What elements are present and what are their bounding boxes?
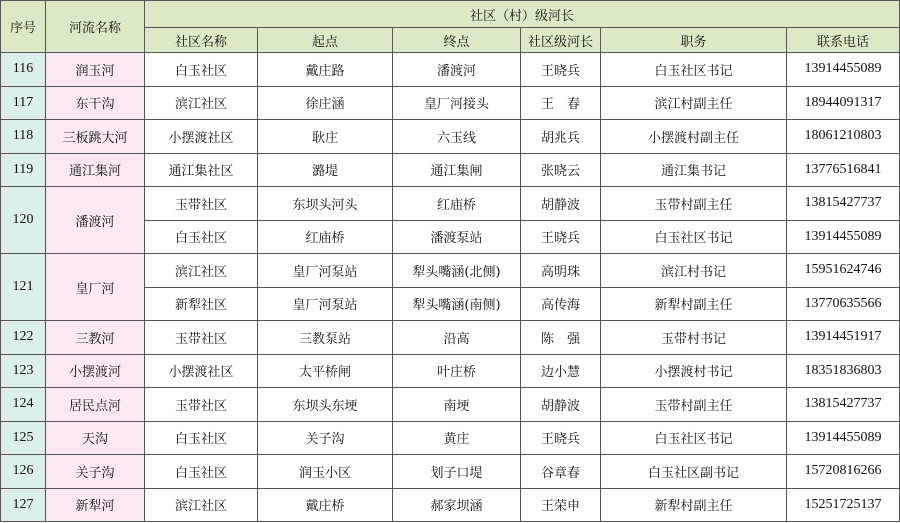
row-number-cell: 120 (1, 187, 46, 254)
header-position: 职务 (601, 28, 787, 53)
header-group-chief: 社区（村）级河长 (145, 1, 900, 28)
position-cell: 新犁村副主任 (601, 488, 787, 522)
position-cell: 滨江村副主任 (601, 86, 787, 120)
row-number-cell: 123 (1, 354, 46, 388)
chief-cell: 胡静波 (521, 388, 601, 422)
chief-cell: 高传海 (521, 287, 601, 321)
chief-cell: 王晓兵 (521, 53, 601, 87)
end-cell: 红庙桥 (393, 187, 521, 221)
end-cell: 黄庄 (393, 421, 521, 455)
row-number-cell: 117 (1, 86, 46, 120)
chief-cell: 高明珠 (521, 254, 601, 288)
river-name-cell: 三教河 (46, 321, 145, 355)
start-cell: 东坝头东埂 (258, 388, 393, 422)
table-row (1, 254, 900, 288)
row-number-cell: 116 (1, 53, 46, 87)
chief-cell: 胡兆兵 (521, 120, 601, 154)
phone-cell: 13914455089 (787, 421, 900, 455)
end-cell: 潘渡河 (393, 53, 521, 87)
row-number-cell: 125 (1, 421, 46, 455)
river-name-cell: 关子沟 (46, 455, 145, 489)
river-name-cell: 居民点河 (46, 388, 145, 422)
start-cell: 太平桥闸 (258, 354, 393, 388)
position-cell: 玉带村副主任 (601, 187, 787, 221)
chief-cell: 陈 强 (521, 321, 601, 355)
table-row (1, 187, 900, 221)
phone-cell: 13770635566 (787, 287, 900, 321)
phone-cell: 13914455089 (787, 53, 900, 87)
position-cell: 白玉社区书记 (601, 220, 787, 254)
end-cell: 沿高 (393, 321, 521, 355)
position-cell: 白玉社区书记 (601, 53, 787, 87)
chief-cell: 谷章春 (521, 455, 601, 489)
position-cell: 小摆渡村副主任 (601, 120, 787, 154)
phone-cell: 18061210803 (787, 120, 900, 154)
table-row (1, 455, 900, 489)
start-cell: 三教泵站 (258, 321, 393, 355)
header-river-name: 河流名称 (46, 1, 145, 53)
chief-cell: 王荣申 (521, 488, 601, 522)
header-end: 终点 (393, 28, 521, 53)
community-cell: 小摆渡社区 (145, 120, 258, 154)
phone-cell: 18944091317 (787, 86, 900, 120)
end-cell: 划子口堤 (393, 455, 521, 489)
table-body (1, 53, 900, 522)
community-cell: 玉带社区 (145, 187, 258, 221)
river-name-cell: 通江集河 (46, 153, 145, 187)
community-cell: 小摆渡社区 (145, 354, 258, 388)
end-cell: 南埂 (393, 388, 521, 422)
row-number-cell: 127 (1, 488, 46, 522)
community-cell: 新犁社区 (145, 287, 258, 321)
river-name-cell: 东干沟 (46, 86, 145, 120)
start-cell: 潞堤 (258, 153, 393, 187)
phone-cell: 13914451917 (787, 321, 900, 355)
phone-cell: 13815427737 (787, 388, 900, 422)
start-cell: 徐庄涵 (258, 86, 393, 120)
start-cell: 润玉小区 (258, 455, 393, 489)
end-cell: 郝家坝涵 (393, 488, 521, 522)
header-chief: 社区级河长 (521, 28, 601, 53)
table-row (1, 120, 900, 154)
header-no: 序号 (1, 1, 46, 53)
end-cell: 叶庄桥 (393, 354, 521, 388)
table-row (1, 421, 900, 455)
end-cell: 皇厂河接头 (393, 86, 521, 120)
chief-cell: 王晓兵 (521, 421, 601, 455)
header-row-top (1, 1, 900, 28)
community-cell: 白玉社区 (145, 53, 258, 87)
position-cell: 小摆渡村书记 (601, 354, 787, 388)
table-row (1, 86, 900, 120)
chief-cell: 胡静波 (521, 187, 601, 221)
start-cell: 耿庄 (258, 120, 393, 154)
chief-cell: 王 春 (521, 86, 601, 120)
phone-cell: 15251725137 (787, 488, 900, 522)
river-name-cell: 润玉河 (46, 53, 145, 87)
phone-cell: 15720816266 (787, 455, 900, 489)
community-cell: 滨江社区 (145, 254, 258, 288)
table-row (1, 388, 900, 422)
start-cell: 关子沟 (258, 421, 393, 455)
chief-cell: 边小慧 (521, 354, 601, 388)
position-cell: 滨江村书记 (601, 254, 787, 288)
river-name-cell: 皇厂河 (46, 254, 145, 321)
start-cell: 戴庄桥 (258, 488, 393, 522)
position-cell: 白玉社区书记 (601, 421, 787, 455)
phone-cell: 13914455089 (787, 220, 900, 254)
community-cell: 滨江社区 (145, 86, 258, 120)
position-cell: 新犁村副主任 (601, 287, 787, 321)
community-cell: 滨江社区 (145, 488, 258, 522)
position-cell: 白玉社区副书记 (601, 455, 787, 489)
phone-cell: 18351836803 (787, 354, 900, 388)
river-name-cell: 三板跳大河 (46, 120, 145, 154)
community-cell: 玉带社区 (145, 388, 258, 422)
table-row (1, 53, 900, 87)
row-number-cell: 124 (1, 388, 46, 422)
community-cell: 玉带社区 (145, 321, 258, 355)
header-start: 起点 (258, 28, 393, 53)
table-row (1, 321, 900, 355)
row-number-cell: 118 (1, 120, 46, 154)
start-cell: 东坝头河头 (258, 187, 393, 221)
table-row (1, 354, 900, 388)
river-name-cell: 潘渡河 (46, 187, 145, 254)
start-cell: 皇厂河泵站 (258, 287, 393, 321)
end-cell: 六玉线 (393, 120, 521, 154)
row-number-cell: 119 (1, 153, 46, 187)
river-name-cell: 新犁河 (46, 488, 145, 522)
row-number-cell: 126 (1, 455, 46, 489)
table-row (1, 488, 900, 522)
end-cell: 犁头嘴涵(北侧) (393, 254, 521, 288)
phone-cell: 15951624746 (787, 254, 900, 288)
phone-cell: 13776516841 (787, 153, 900, 187)
start-cell: 红庙桥 (258, 220, 393, 254)
community-cell: 白玉社区 (145, 421, 258, 455)
community-cell: 通江集社区 (145, 153, 258, 187)
start-cell: 戴庄路 (258, 53, 393, 87)
chief-cell: 张晓云 (521, 153, 601, 187)
header-phone: 联系电话 (787, 28, 900, 53)
chief-cell: 王晓兵 (521, 220, 601, 254)
end-cell: 犁头嘴涵(南侧) (393, 287, 521, 321)
position-cell: 玉带村书记 (601, 321, 787, 355)
start-cell: 皇厂河泵站 (258, 254, 393, 288)
phone-cell: 13815427737 (787, 187, 900, 221)
table-row (1, 153, 900, 187)
community-cell: 白玉社区 (145, 455, 258, 489)
river-name-cell: 天沟 (46, 421, 145, 455)
river-name-cell: 小摆渡河 (46, 354, 145, 388)
position-cell: 通江集书记 (601, 153, 787, 187)
end-cell: 潘渡泵站 (393, 220, 521, 254)
community-cell: 白玉社区 (145, 220, 258, 254)
row-number-cell: 122 (1, 321, 46, 355)
row-number-cell: 121 (1, 254, 46, 321)
position-cell: 玉带村副主任 (601, 388, 787, 422)
end-cell: 通江集闸 (393, 153, 521, 187)
header-community: 社区名称 (145, 28, 258, 53)
